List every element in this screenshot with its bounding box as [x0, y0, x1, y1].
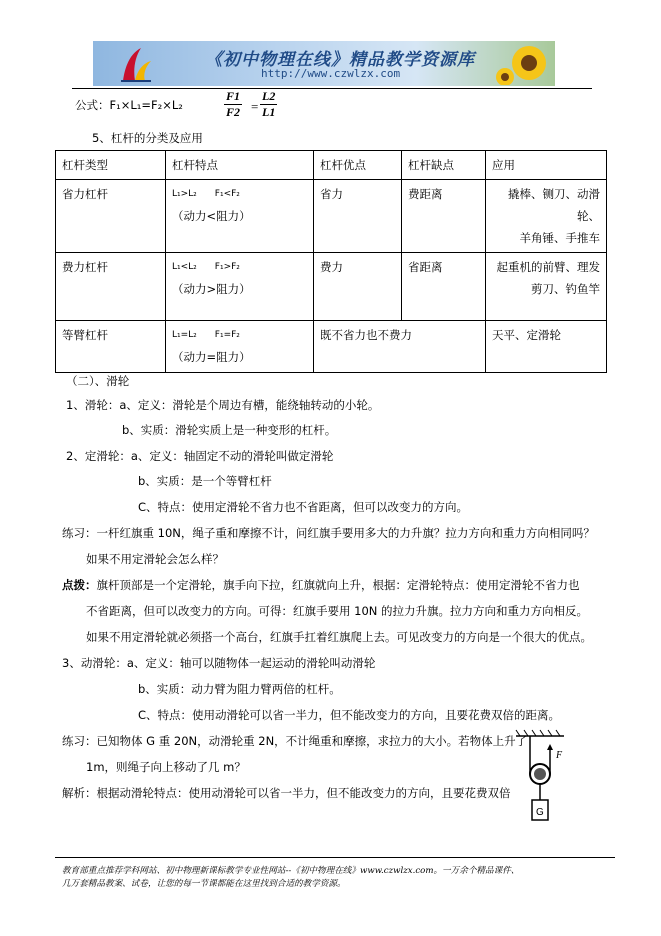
paragraph: 练习：已知物体 G 重 20N，动滑轮重 2N，不计绳重和摩擦，求拉力的大小。若物体上升了 [62, 734, 528, 748]
banner-url[interactable]: http://www.czwlzx.com [261, 67, 401, 80]
application-line: 撬棒、铡刀、动滑轮、 [508, 187, 600, 223]
fraction-denominator: F2 [226, 105, 241, 119]
feature-note: （动力<阻力） [172, 209, 251, 223]
header-cell: 杠杆缺点 [402, 151, 486, 180]
formula-fraction-right [260, 89, 277, 120]
advantage-cell: 省力 [314, 180, 402, 253]
disadvantage-cell: 省距离 [402, 253, 486, 321]
application-line: 羊角锤、手推车 [519, 231, 600, 245]
paragraph: 如果不用定滑轮会怎么样？ [86, 552, 224, 566]
table-row [56, 321, 607, 373]
feature-note: （动力=阻力） [172, 350, 251, 364]
formula-label: 公式：F₁×L₁=F₂×L₂ [75, 98, 183, 112]
table-row [56, 253, 607, 321]
sunflower-icon [493, 43, 551, 85]
header-cell: 杠杆类型 [56, 151, 166, 180]
header-cell: 杠杆优点 [314, 151, 402, 180]
weight-label: G [536, 807, 544, 818]
paragraph: C、特点：使用定滑轮不省力也不省距离，但可以改变力的方向。 [138, 500, 469, 514]
movable-pulley-diagram [512, 728, 568, 824]
lever-type-cell: 等臂杠杆 [56, 321, 166, 373]
feature-note: （动力>阻力） [172, 282, 251, 296]
header-divider [72, 88, 592, 89]
header-cell: 应用 [486, 151, 607, 180]
paragraph: 1m，则绳子向上移动了几 m？ [86, 760, 246, 774]
header-cell: 杠杆特点 [166, 151, 314, 180]
feature-relation: L₁>L₂ F₁<F₂ [172, 189, 240, 199]
feature-relation: L₁=L₂ F₁=F₂ [172, 330, 240, 340]
disadvantage-cell: 费距离 [402, 180, 486, 253]
lever-feature-cell [166, 253, 314, 321]
banner-title: 《初中物理在线》精品教学资源库 [205, 50, 475, 70]
lever-type-cell: 费力杠杆 [56, 253, 166, 321]
application-line: 起重机的前臂、理发 [496, 260, 600, 274]
lever-feature-cell [166, 180, 314, 253]
paragraph: 不省距离，但可以改变力的方向。可得：红旗手要用 10N 的拉力升旗。拉力方向和重力方向相反。 [86, 604, 589, 618]
header-banner [93, 41, 555, 86]
footer-line-2: 几万套精品教案、试卷，让您的每一节课都能在这里找到合适的教学资源。 [62, 879, 346, 889]
fraction-numerator: L2 [262, 89, 276, 103]
paragraph: C、特点：使用动滑轮可以省一半力，但不能改变力的方向，且要花费双倍的距离。 [138, 708, 561, 722]
table-row [56, 180, 607, 253]
lever-feature-cell [166, 321, 314, 373]
paragraph: 3、动滑轮：a、定义：轴可以随物体一起运动的滑轮叫动滑轮 [62, 656, 376, 670]
paragraph: 练习：一杆红旗重 10N，绳子重和摩擦不计，问红旗手要用多大的力升旗？拉力方向和重力方向相同吗？ [62, 526, 595, 540]
fraction-denominator: L1 [262, 105, 276, 119]
paragraph: 2、定滑轮：a、定义：轴固定不动的滑轮叫做定滑轮 [66, 449, 334, 463]
paragraph: b、实质：是一个等臂杠杆 [138, 474, 272, 488]
site-logo-icon [119, 45, 153, 83]
application-cell [486, 253, 607, 321]
footer-divider [55, 857, 615, 858]
section-2-title: （二）、滑轮 [66, 374, 130, 388]
advantage-cell: 费力 [314, 253, 402, 321]
force-label: F [556, 750, 563, 761]
paragraph [62, 577, 580, 593]
hint-text: 旗杆顶部是一个定滑轮，旗手向下拉，红旗就向上升，根据：定滑轮特点：使用定滑轮不省力也 [96, 578, 580, 592]
application-cell [486, 180, 607, 253]
paragraph: b、实质：动力臂为阻力臂两倍的杠杆。 [138, 682, 341, 696]
fraction-numerator: F1 [226, 89, 241, 103]
lever-classification-table [55, 150, 607, 373]
hint-label: 点拨： [62, 578, 97, 592]
section-5-title: 5、杠杆的分类及应用 [92, 131, 203, 145]
paragraph: 1、滑轮：a、定义：滑轮是个周边有槽，能绕轴转动的小轮。 [66, 398, 380, 412]
footer-line-1: 教育部重点推荐学科网站、初中物理新课标教学专业性网站--《初中物理在线》www.czwlzx.com。一万余个精品课件、 [62, 866, 520, 876]
table-header-row [56, 151, 607, 180]
formula-equals: = [251, 99, 259, 114]
formula-fraction-left [224, 89, 242, 120]
paragraph: 解析：根据动滑轮特点：使用动滑轮可以省一半力，但不能改变力的方向，且要花费双倍 [62, 786, 511, 800]
paragraph: 如果不用定滑轮就必须搭一个高台，红旗手扛着红旗爬上去。可见改变力的方向是一个很大的优点。 [86, 630, 592, 644]
application-line: 天平、定滑轮 [492, 328, 561, 342]
advantage-cell: 既不省力也不费力 [314, 321, 486, 373]
application-cell [486, 321, 607, 373]
feature-relation: L₁<L₂ F₁>F₂ [172, 262, 240, 272]
application-line: 剪刀、钓鱼竿 [531, 282, 600, 296]
paragraph: b、实质：滑轮实质上是一种变形的杠杆。 [122, 423, 337, 437]
lever-type-cell: 省力杠杆 [56, 180, 166, 253]
